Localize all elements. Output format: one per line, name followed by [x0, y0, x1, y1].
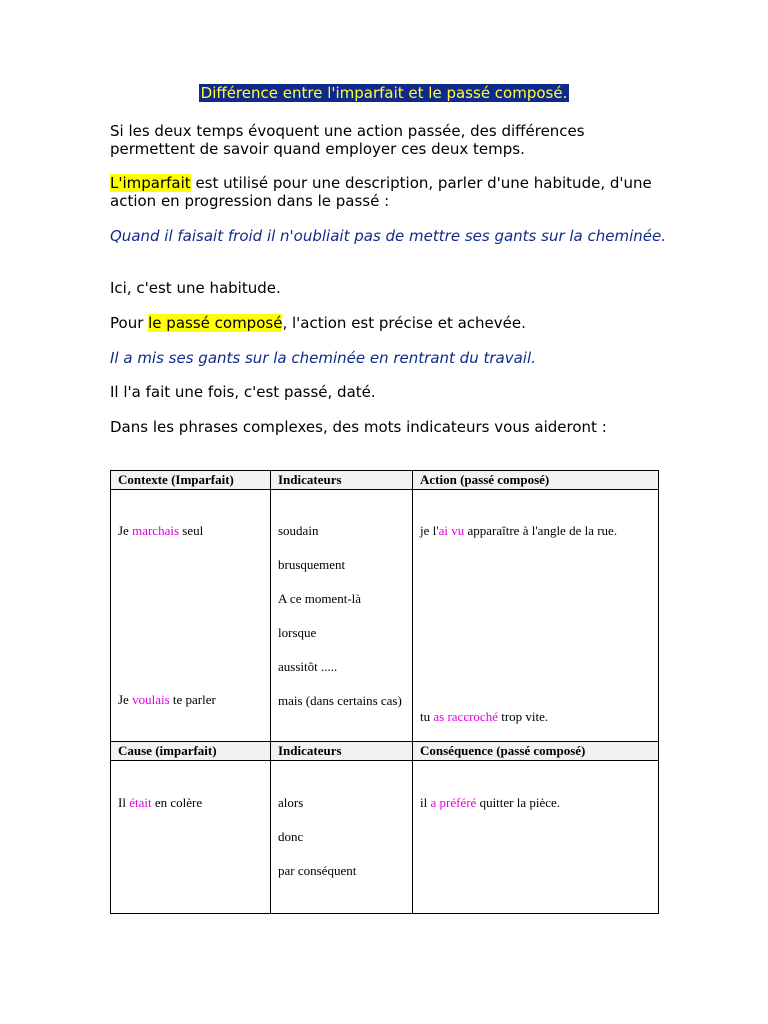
- table-header-row: [111, 471, 659, 490]
- header-action: Action (passé composé): [413, 471, 659, 490]
- list-item: soudain: [278, 523, 319, 538]
- title-line: [0, 84, 768, 103]
- table-header-row: [111, 742, 659, 761]
- action-cell: [413, 490, 659, 742]
- list-item: lorsque: [278, 625, 317, 640]
- list-item: par conséquent: [278, 863, 357, 878]
- table-row: [111, 490, 659, 742]
- list-item: brusquement: [278, 557, 346, 572]
- indicator-list-2: [278, 795, 405, 879]
- dated-comment: Il l'a fait une fois, c'est passé, daté.: [110, 383, 376, 401]
- context-sentence-2: Je voulais te parler: [118, 692, 216, 707]
- list-item: alors: [278, 795, 304, 810]
- context-cell: [111, 490, 271, 742]
- cause-cell: [111, 761, 271, 914]
- list-item: donc: [278, 829, 304, 844]
- header-consequence: Conséquence (passé composé): [413, 742, 659, 761]
- consequence-cell: [413, 761, 659, 914]
- action-sentence-2: tu as raccroché trop vite.: [420, 709, 549, 724]
- action-sentence-1: je l'ai vu apparaître à l'angle de la rue.: [420, 523, 618, 538]
- list-item: A ce moment-là: [278, 591, 362, 606]
- imparfait-paragraph: [110, 174, 670, 210]
- indicators-cell-2: [271, 761, 413, 914]
- header-context: Contexte (Imparfait): [111, 471, 271, 490]
- verb-passe-compose: as raccroché: [433, 709, 498, 724]
- verb-passe-compose: ai vu: [438, 523, 465, 538]
- cause-sentence: Il était en colère: [118, 795, 203, 810]
- list-item: aussitôt .....: [278, 659, 338, 674]
- verb-imparfait: voulais: [132, 692, 170, 707]
- context-sentence-1: Je marchais seul: [118, 523, 204, 538]
- verb-imparfait: marchais: [132, 523, 180, 538]
- indicators-table: [110, 470, 659, 914]
- verb-passe-compose: a préféré: [430, 795, 477, 810]
- header-indicators-2: Indicateurs: [271, 742, 413, 761]
- header-indicators: Indicateurs: [271, 471, 413, 490]
- complex-sentences-intro: Dans les phrases complexes, des mots indicateurs vous aideront :: [110, 418, 607, 436]
- indicators-cell: [271, 490, 413, 742]
- table-row: [111, 761, 659, 914]
- passe-compose-term: le passé composé: [148, 314, 283, 332]
- imparfait-description: est utilisé pour une description, parler d'une habitude, d'une action en progression dans le passé :: [110, 174, 652, 210]
- habit-comment: Ici, c'est une habitude.: [110, 279, 281, 297]
- consequence-sentence: il a préféré quitter la pièce.: [420, 795, 561, 810]
- passe-compose-intro: Pour: [110, 314, 149, 332]
- document-title: Différence entre l'imparfait et le passé composé.: [200, 84, 568, 102]
- indicator-list: [278, 523, 405, 709]
- passe-compose-description: , l'action est précise et achevée.: [282, 314, 526, 332]
- list-item: mais (dans certains cas): [278, 693, 402, 708]
- header-cause: Cause (imparfait): [111, 742, 271, 761]
- imparfait-term: L'imparfait: [110, 174, 191, 192]
- passe-compose-example: Il a mis ses gants sur la cheminée en rentrant du travail.: [110, 349, 536, 367]
- intro-paragraph: Si les deux temps évoquent une action passée, des différences permettent de savoir quand employer ces deux temps.: [110, 122, 585, 158]
- passe-compose-paragraph: [110, 314, 670, 332]
- verb-imparfait: était: [129, 795, 152, 810]
- imparfait-example: Quand il faisait froid il n'oubliait pas de mettre ses gants sur la cheminée.: [110, 227, 667, 245]
